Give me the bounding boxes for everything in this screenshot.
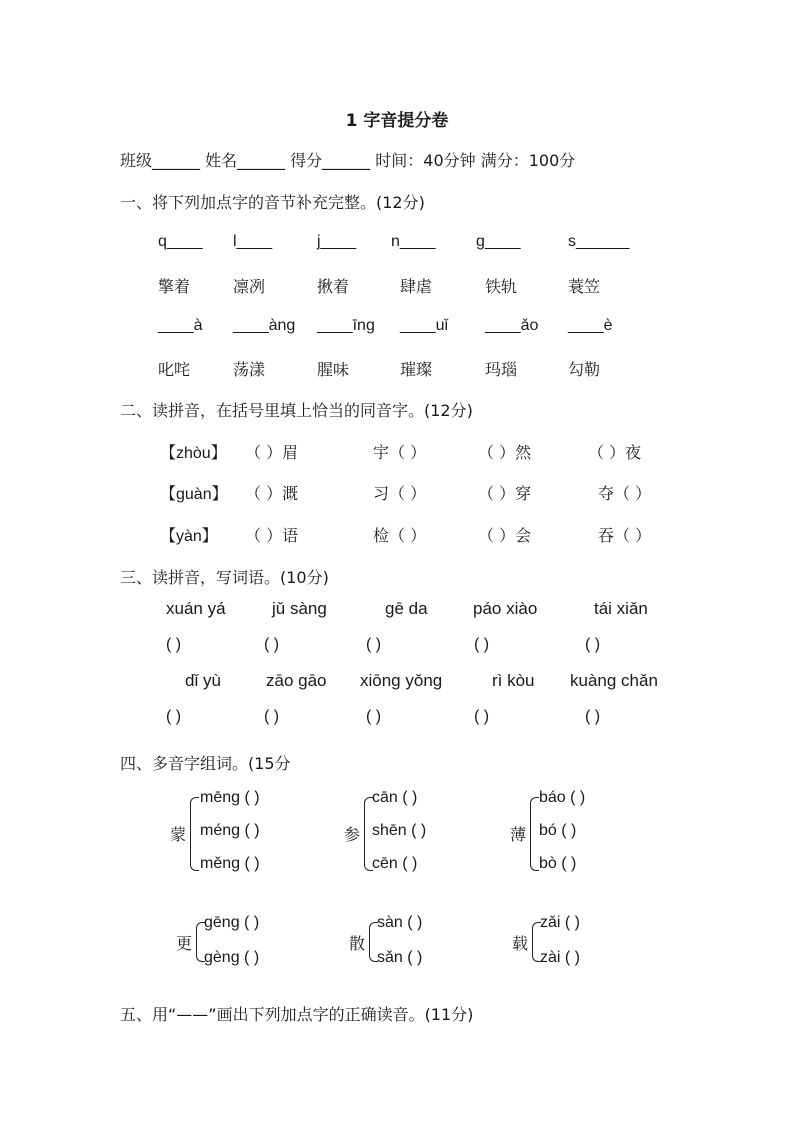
word: 勾勒 (568, 360, 601, 379)
section-5-heading: 五、用“——”画出下列加点字的正确读音。(11分) (120, 1005, 474, 1024)
pinyin-word: xiōng yǒng (360, 671, 443, 690)
reading-option[interactable]: gèng ( ) (204, 949, 260, 966)
word: 揪着 (317, 277, 350, 296)
pinyin-word: zāo gāo (266, 671, 327, 690)
pinyin-blank[interactable]: g____ (476, 233, 521, 250)
polyphone-char: 参 (344, 825, 361, 844)
pinyin-word: rì kòu (492, 671, 535, 690)
answer-paren[interactable]: ( ) (366, 708, 382, 725)
reading-option[interactable]: cēn ( ) (372, 855, 418, 872)
answer-paren[interactable]: ( ) (166, 708, 182, 725)
fill-item[interactable]: 宇（ ） (373, 443, 427, 462)
word: 凛冽 (233, 277, 266, 296)
fill-item[interactable]: （ ）穿 (478, 484, 532, 503)
pinyin-label: 【guàn】 (160, 486, 228, 503)
fill-item[interactable]: 夺（ ） (598, 484, 652, 503)
section-1-heading: 一、将下列加点字的音节补充完整。(12分) (120, 193, 425, 212)
word: 蓑笠 (568, 277, 601, 296)
reading-option[interactable]: méng ( ) (200, 822, 260, 839)
fill-item[interactable]: 习（ ） (373, 484, 427, 503)
pinyin-blank[interactable]: ____īng (317, 317, 375, 334)
fill-item[interactable]: 吞（ ） (598, 526, 652, 545)
answer-paren[interactable]: ( ) (264, 636, 280, 653)
fill-item[interactable]: （ ）眉 (245, 443, 299, 462)
pinyin-blank[interactable]: ____uǐ (400, 317, 449, 334)
pinyin-word: páo xiào (473, 599, 538, 618)
reading-option[interactable]: sǎn ( ) (377, 949, 423, 966)
pinyin-word: xuán yá (166, 599, 226, 618)
pinyin-blank[interactable]: ____à (158, 317, 203, 334)
reading-option[interactable]: bò ( ) (539, 855, 577, 872)
page-title: 1 字音提分卷 (345, 111, 449, 131)
section-2-heading: 二、读拼音，在括号里填上恰当的同音字。(12分) (120, 401, 473, 420)
word: 璀璨 (400, 360, 433, 379)
pinyin-blank[interactable]: n____ (391, 233, 436, 250)
polyphone-char: 散 (349, 934, 366, 953)
reading-option[interactable]: shēn ( ) (372, 822, 427, 839)
pinyin-blank[interactable]: q____ (158, 233, 203, 250)
word: 腥味 (317, 360, 350, 379)
reading-option[interactable]: zài ( ) (540, 949, 580, 966)
reading-option[interactable]: bó ( ) (539, 822, 577, 839)
section-4-heading: 四、多音字组词。(15分 (120, 754, 291, 773)
pinyin-word: tái xiǎn (594, 599, 648, 618)
pinyin-label: 【zhòu】 (160, 445, 227, 462)
reading-option[interactable]: cān ( ) (372, 789, 418, 806)
fill-item[interactable]: （ ）语 (245, 526, 299, 545)
answer-paren[interactable]: ( ) (474, 636, 490, 653)
answer-paren[interactable]: ( ) (474, 708, 490, 725)
answer-paren[interactable]: ( ) (585, 636, 601, 653)
word: 荡漾 (233, 360, 266, 379)
polyphone-char: 载 (512, 934, 529, 953)
polyphone-char: 蒙 (170, 825, 187, 844)
reading-option[interactable]: měng ( ) (200, 855, 260, 872)
polyphone-char: 更 (176, 934, 193, 953)
fill-item[interactable]: （ ）会 (478, 526, 532, 545)
answer-paren[interactable]: ( ) (585, 708, 601, 725)
pinyin-word: gē da (385, 599, 428, 618)
pinyin-blank[interactable]: ____ǎo (485, 317, 539, 334)
reading-option[interactable]: zǎi ( ) (540, 914, 580, 931)
fill-item[interactable]: 检（ ） (373, 526, 427, 545)
answer-paren[interactable]: ( ) (166, 636, 182, 653)
section-3-heading: 三、读拼音，写词语。(10分) (120, 568, 329, 587)
pinyin-word: kuàng chǎn (570, 671, 658, 690)
brace (530, 797, 539, 871)
reading-option[interactable]: báo ( ) (539, 789, 586, 806)
word: 肆虐 (400, 277, 433, 296)
pinyin-blank[interactable]: j____ (317, 233, 357, 250)
answer-paren[interactable]: ( ) (264, 708, 280, 725)
fill-item[interactable]: （ ）夜 (588, 443, 642, 462)
word: 叱咤 (158, 360, 191, 379)
pinyin-blank[interactable]: ____àng (233, 317, 296, 334)
pinyin-word: jǔ sàng (272, 599, 327, 618)
pinyin-blank[interactable]: l____ (233, 233, 273, 250)
polyphone-char: 薄 (510, 825, 527, 844)
pinyin-blank[interactable]: ____è (568, 317, 613, 334)
pinyin-word: dǐ yù (185, 671, 221, 690)
answer-paren[interactable]: ( ) (366, 636, 382, 653)
fill-item[interactable]: （ ）溉 (245, 484, 299, 503)
student-info-line: 班级______ 姓名______ 得分______ 时间：40分钟 满分：100分 (120, 151, 576, 170)
fill-item[interactable]: （ ）然 (478, 443, 532, 462)
word: 玛瑙 (485, 360, 518, 379)
word: 铁轨 (485, 277, 518, 296)
brace (190, 797, 199, 871)
reading-option[interactable]: mēng ( ) (200, 789, 260, 806)
reading-option[interactable]: sàn ( ) (377, 914, 423, 931)
word: 擎着 (158, 277, 191, 296)
pinyin-label: 【yàn】 (160, 528, 218, 545)
pinyin-blank[interactable]: s______ (568, 233, 630, 250)
reading-option[interactable]: gēng ( ) (204, 914, 260, 931)
